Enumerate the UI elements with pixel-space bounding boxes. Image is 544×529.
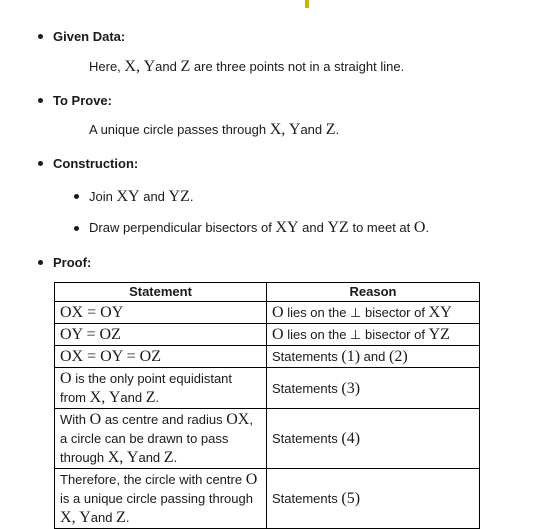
prove-heading: To Prove:	[53, 93, 112, 108]
reason-cell: O lies on the ⊥ bisector of YZ	[267, 324, 480, 346]
reason-cell: Statements (4)	[267, 409, 480, 469]
statement-cell: OX = OY	[55, 302, 267, 324]
construction-step-2: Draw perpendicular bisectors of XY and YZ to meet at O.	[89, 219, 430, 236]
table-row	[55, 346, 480, 368]
reason-header: Reason	[267, 283, 480, 302]
given-text: Here, X, Yand Z are three points not in a straight line.	[89, 58, 405, 75]
table-header-row	[55, 283, 480, 302]
statement-cell: OY = OZ	[55, 324, 267, 346]
statement-cell: With O as centre and radius OX, a circle can be drawn to pass through X, Yand Z.	[55, 409, 267, 469]
given-heading: Given Data:	[53, 29, 126, 44]
prove-text: A unique circle passes through X, Yand Z.	[89, 121, 340, 138]
table-row	[55, 409, 480, 469]
table-row	[55, 324, 480, 346]
construction-step-1: Join XY and YZ.	[89, 188, 194, 205]
statement-cell: O is the only point equidistant from X, Yand Z.	[55, 368, 267, 409]
statement-cell: Therefore, the circle with centre O is a unique circle passing through X, Yand Z.	[55, 469, 267, 529]
bullet	[38, 98, 43, 103]
statement-header: Statement	[55, 283, 267, 302]
table-row	[55, 469, 480, 529]
reason-cell: O lies on the ⊥ bisector of XY	[267, 302, 480, 324]
reason-cell: Statements (5)	[267, 469, 480, 529]
reason-cell: Statements (3)	[267, 368, 480, 409]
bullet	[74, 194, 79, 199]
bullet	[38, 161, 43, 166]
proof-table	[54, 282, 480, 529]
bullet	[38, 260, 43, 265]
construction-heading: Construction:	[53, 156, 139, 171]
reason-cell: Statements (1) and (2)	[267, 346, 480, 368]
bullet	[38, 34, 43, 39]
proof-heading: Proof:	[53, 255, 92, 270]
statement-cell: OX = OY = OZ	[55, 346, 267, 368]
table-row	[55, 368, 480, 409]
top-marker	[305, 0, 309, 8]
bullet	[74, 226, 79, 231]
table-row	[55, 302, 480, 324]
